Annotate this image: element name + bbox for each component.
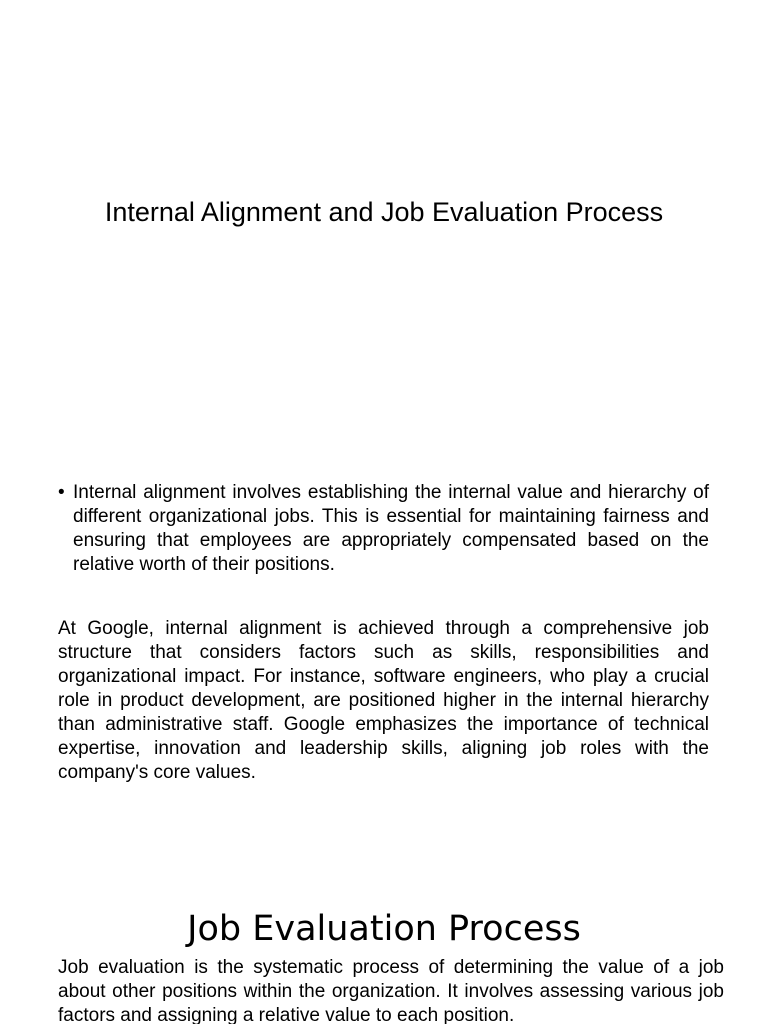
section-title: Job Evaluation Process <box>187 909 581 949</box>
bullet-list <box>58 481 709 577</box>
job-evaluation-paragraph: Job evaluation is the systematic process of determining the value of a job about other positions within the organization. It involves assessing various job factors and assigning a relative value to each position. <box>58 957 724 1024</box>
bullet-item <box>58 481 709 577</box>
google-alignment-paragraph: At Google, internal alignment is achieved through a comprehensive job structure that considers factors such as skills, responsibilities and organizational impact. For instance, software engineers, who play a crucial role in product development, are positioned higher in the internal hierarchy than administrative staff. Google emphasizes the importance of technical expertise, innovation and leadership skills, aligning job roles with the company's core values. <box>58 618 709 783</box>
bullet-marker: • <box>58 482 65 503</box>
slide-title: Internal Alignment and Job Evaluation Process <box>104 197 664 227</box>
bullet-text: Internal alignment involves establishing the internal value and hierarchy of different organizational jobs. This is essential for maintaining fairness and ensuring that employees are appropriately compensated based on the relative worth of their positions. <box>73 482 709 575</box>
